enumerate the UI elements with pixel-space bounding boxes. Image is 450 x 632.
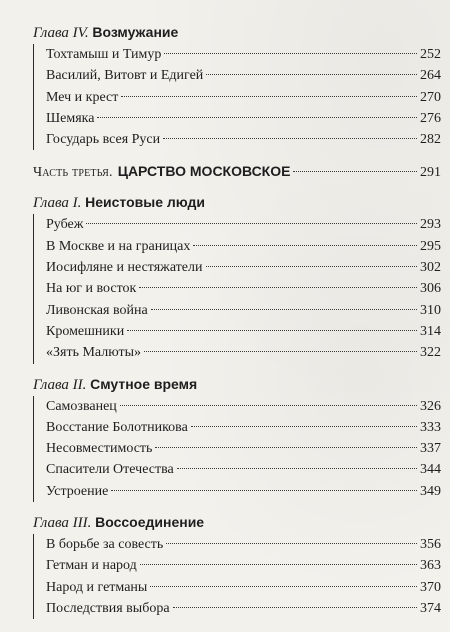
entry-title: Несовместимость [46, 441, 153, 457]
entry-title: Гетман и народ [46, 558, 137, 574]
dot-leader [206, 74, 417, 75]
chapter-entries [33, 396, 441, 502]
toc-entry [34, 396, 441, 417]
chapter-label: Глава III. [33, 515, 92, 532]
entry-page: 306 [420, 281, 441, 297]
chapter-iii [33, 512, 441, 619]
part-heading [33, 160, 441, 182]
entry-page: 270 [420, 89, 441, 105]
dot-leader [166, 543, 417, 544]
entry-page: 293 [420, 217, 441, 233]
toc-entry [34, 236, 441, 257]
toc-entry [34, 577, 441, 598]
entry-title: Устроение [46, 483, 109, 499]
toc-entry [34, 555, 441, 576]
dot-leader [127, 330, 417, 331]
entry-page: 356 [420, 537, 441, 553]
chapter-entries [33, 534, 441, 619]
chapter-heading [33, 374, 441, 394]
toc-entry [34, 108, 441, 129]
entry-title: Иосифляне и нестяжатели [46, 260, 203, 276]
chapter-label: Глава I. [33, 195, 82, 212]
dot-leader [140, 564, 417, 565]
entry-title: Тохтамыш и Тимур [46, 47, 162, 62]
entry-page: 349 [420, 483, 441, 499]
toc-entry [34, 481, 441, 502]
entry-page: 282 [420, 132, 441, 148]
part-title: ЦАРСТВО МОСКОВСКОЕ [117, 163, 291, 180]
entry-title: На юг и восток [46, 281, 137, 297]
entry-title: Самозванец [46, 398, 117, 414]
entry-title: Восстание Болотникова [46, 419, 188, 435]
chapter-title: Воссоединение [95, 514, 205, 531]
entry-page: 344 [420, 462, 441, 478]
toc-entry [34, 65, 441, 86]
chapter-i [33, 192, 441, 363]
chapter-label: Глава IV. [33, 25, 89, 41]
entry-page: 337 [420, 441, 441, 457]
entry-page: 295 [420, 238, 441, 254]
entry-title: Государь всея Руси [46, 132, 161, 148]
dot-leader [120, 405, 417, 406]
entry-title: Ливонская война [46, 302, 148, 318]
dot-leader [97, 117, 417, 118]
chapter-title: Смутное время [90, 375, 198, 392]
entry-title: Рубеж [46, 217, 84, 233]
toc-entry [34, 342, 441, 363]
toc-entry [34, 44, 441, 65]
dot-leader [111, 490, 417, 491]
part-page: 291 [420, 165, 441, 181]
toc-entry [34, 214, 441, 235]
toc-entry [34, 129, 441, 150]
entry-title: Шемяка [46, 110, 95, 126]
entry-title: В борьбе за совесть [46, 537, 164, 553]
chapter-label: Глава II. [33, 376, 87, 393]
dot-leader [151, 309, 417, 310]
entry-page: 302 [420, 260, 441, 276]
entry-page: 264 [420, 68, 441, 84]
entry-page: 370 [420, 579, 441, 595]
dot-leader [163, 138, 417, 139]
entry-page: 314 [420, 323, 441, 339]
entry-page: 310 [420, 302, 441, 318]
chapter-title: Неистовые люди [85, 194, 206, 211]
dot-leader [121, 96, 417, 97]
toc-entry [34, 300, 441, 321]
chapter-heading [33, 512, 441, 532]
dot-leader [206, 266, 418, 267]
chapter-ii [33, 374, 441, 502]
toc-entry [34, 278, 441, 299]
dot-leader [144, 351, 417, 352]
chapter-entries [33, 214, 441, 363]
toc-entry [34, 321, 441, 342]
toc-entry [34, 257, 441, 278]
entry-page: 322 [420, 345, 441, 361]
chapter-iv [33, 22, 441, 150]
chapter-title: Возмужание [92, 24, 179, 40]
entry-title: Василий, Витовт и Едигей [46, 68, 204, 84]
dot-leader [155, 447, 417, 448]
toc-entry [34, 87, 441, 108]
toc-entry [34, 598, 441, 619]
dot-leader [193, 245, 417, 246]
toc-entry [34, 438, 441, 459]
chapter-heading [33, 192, 441, 212]
dot-leader [150, 586, 417, 587]
table-of-contents [33, 22, 441, 629]
entry-title: Спасители Отечества [46, 462, 174, 478]
entry-title: Последствия выбора [46, 600, 170, 616]
part-label: Часть третья. [33, 165, 113, 181]
toc-entry [34, 459, 441, 480]
dot-leader [191, 426, 417, 427]
entry-title: В Москве и на границах [46, 238, 191, 254]
entry-page: 363 [420, 558, 441, 574]
dot-leader [293, 171, 417, 172]
entry-page: 333 [420, 419, 441, 435]
dot-leader [177, 468, 417, 469]
chapter-heading [33, 22, 441, 42]
chapter-entries [33, 44, 441, 150]
entry-title: «Зять Малюты» [46, 345, 142, 361]
entry-page: 276 [420, 110, 441, 126]
entry-page: 326 [420, 398, 441, 414]
entry-page: 374 [420, 600, 441, 616]
entry-page: 252 [420, 47, 441, 62]
entry-title: Кромешники [46, 323, 125, 339]
entry-title: Народ и гетманы [46, 579, 148, 595]
dot-leader [173, 607, 417, 608]
dot-leader [86, 223, 417, 224]
dot-leader [139, 287, 417, 288]
entry-title: Меч и крест [46, 89, 119, 105]
toc-entry [34, 534, 441, 555]
dot-leader [164, 53, 417, 54]
toc-entry [34, 417, 441, 438]
